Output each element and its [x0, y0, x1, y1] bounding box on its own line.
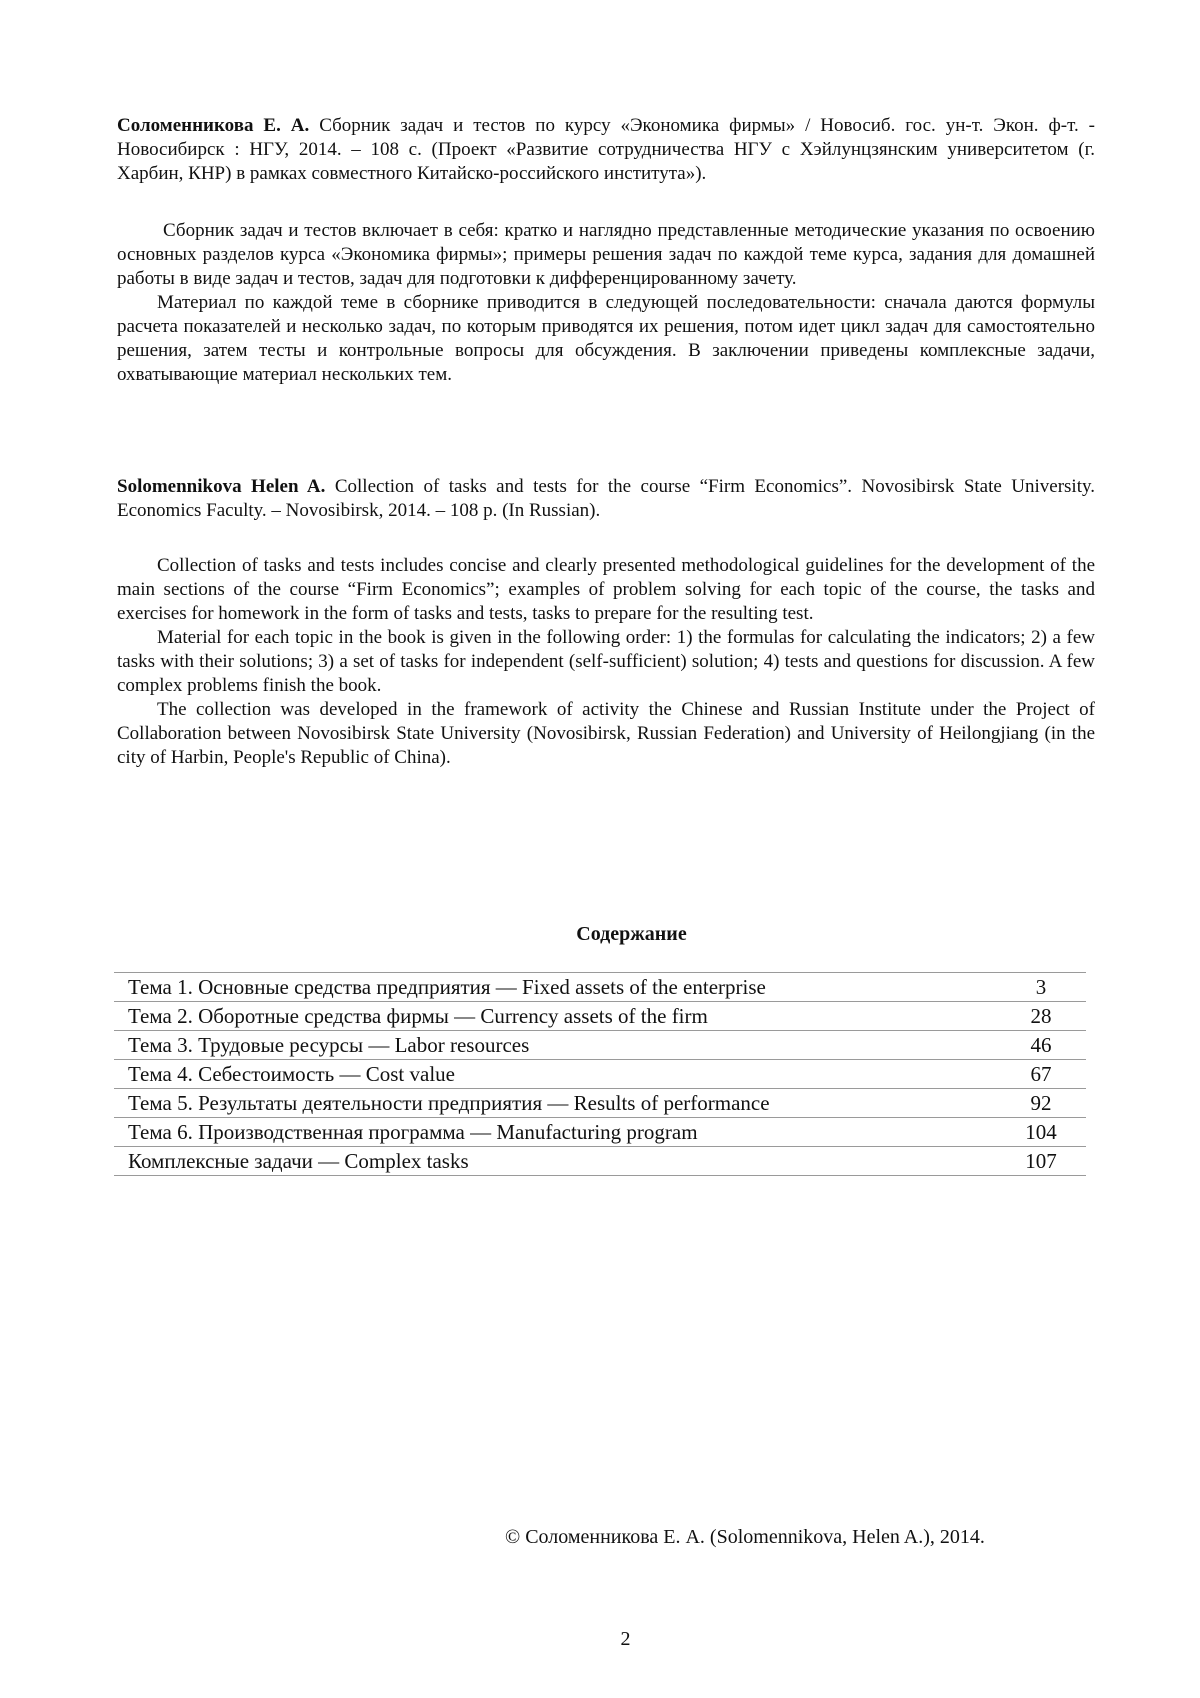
ru-abstract: [117, 219, 1095, 387]
ru-citation-text: Сборник задач и тестов по курсу «Экономика фирмы» / Новосиб. гос. ун-т. Экон. ф-т. - Новосибирск : НГУ, 2014. – 108 с. (Проект «Развитие сотрудничества НГУ с Хэйлунцзянским университетом (г. Харбин, КНР) в рамках совместного Китайско-российского института»).: [117, 115, 1095, 184]
page-number: 2: [620, 1628, 631, 1650]
en-citation: [117, 475, 1095, 523]
en-abstract-paragraph-3: The collection was developed in the framework of activity the Chinese and Russian Institute under the Project of Collaboration between Novosibirsk State University (Novosibirsk, Russian Federation) and University of Heilongjiang (in the city of Harbin, People's Republic of China).: [117, 699, 1095, 768]
toc-row-page: 67: [996, 1060, 1086, 1089]
en-citation-text: Collection of tasks and tests for the course “Firm Economics”. Novosibirsk State University. Economics Faculty. – Novosibirsk, 2014. – 108 p. (In Russian).: [117, 476, 1095, 521]
ru-abstract-paragraph-2: Материал по каждой теме в сборнике приводится в следующей последовательности: сначала даются формулы расчета показателей и несколько задач, по которым приводятся их решения, потом идет цикл задач для самостоятельно решения, затем тесты и контрольные вопросы для обсуждения. В заключении приведены комплексные задачи, охватывающие материал нескольких тем.: [117, 292, 1095, 385]
table-of-contents: [114, 972, 1086, 1176]
toc-row-page: 3: [996, 973, 1086, 1002]
toc-row-label: Комплексные задачи — Complex tasks: [114, 1147, 996, 1176]
toc-row: [114, 1031, 1086, 1060]
toc-row: [114, 1002, 1086, 1031]
toc-row-label: Тема 5. Результаты деятельности предприятия — Results of performance: [114, 1089, 996, 1118]
toc-row: [114, 1118, 1086, 1147]
en-abstract-paragraph-1: Collection of tasks and tests includes concise and clearly presented methodological guidelines for the development of the main sections of the course “Firm Economics”; examples of problem solving for each topic of the course, the tasks and exercises for homework in the form of tasks and tests, tasks to prepare for the resulting test.: [117, 555, 1095, 624]
toc-row-page: 28: [996, 1002, 1086, 1031]
toc-row-label: Тема 6. Производственная программа — Manufacturing program: [114, 1118, 996, 1147]
en-abstract-paragraph-2: Material for each topic in the book is given in the following order: 1) the formulas for calculating the indicators; 2) a few tasks with their solutions; 3) a set of tasks for independent (self-sufficient) solution; 4) tests and questions for discussion. A few complex problems finish the book.: [117, 627, 1095, 696]
copyright-notice: © Соломенникова Е. А. (Solomennikova, Helen A.), 2014.: [505, 1526, 985, 1548]
toc-row: [114, 1089, 1086, 1118]
ru-citation-author: Соломенникова Е. А.: [117, 115, 310, 136]
ru-abstract-paragraph-1: Сборник задач и тестов включает в себя: кратко и наглядно представленные методические указания по освоению основных разделов курса «Экономика фирмы»; примеры решения задач по каждой теме курса, задания для домашней работы в виде задач и тестов, задач для подготовки к дифференцированному зачету.: [117, 220, 1095, 289]
toc-row-label: Тема 4. Себестоимость — Cost value: [114, 1060, 996, 1089]
toc-row-page: 92: [996, 1089, 1086, 1118]
en-abstract: [117, 554, 1095, 770]
toc-row-page: 104: [996, 1118, 1086, 1147]
toc-row-label: Тема 3. Трудовые ресурсы — Labor resources: [114, 1031, 996, 1060]
ru-citation: [117, 114, 1095, 186]
toc-row: [114, 1060, 1086, 1089]
toc-title: Содержание: [576, 923, 687, 945]
toc-row: [114, 973, 1086, 1002]
toc-row-page: 107: [996, 1147, 1086, 1176]
toc-row-label: Тема 2. Оборотные средства фирмы — Currency assets of the firm: [114, 1002, 996, 1031]
toc-row-label: Тема 1. Основные средства предприятия — Fixed assets of the enterprise: [114, 973, 996, 1002]
en-citation-author: Solomennikova Helen A.: [117, 476, 326, 497]
toc-row-page: 46: [996, 1031, 1086, 1060]
toc-row: [114, 1147, 1086, 1176]
